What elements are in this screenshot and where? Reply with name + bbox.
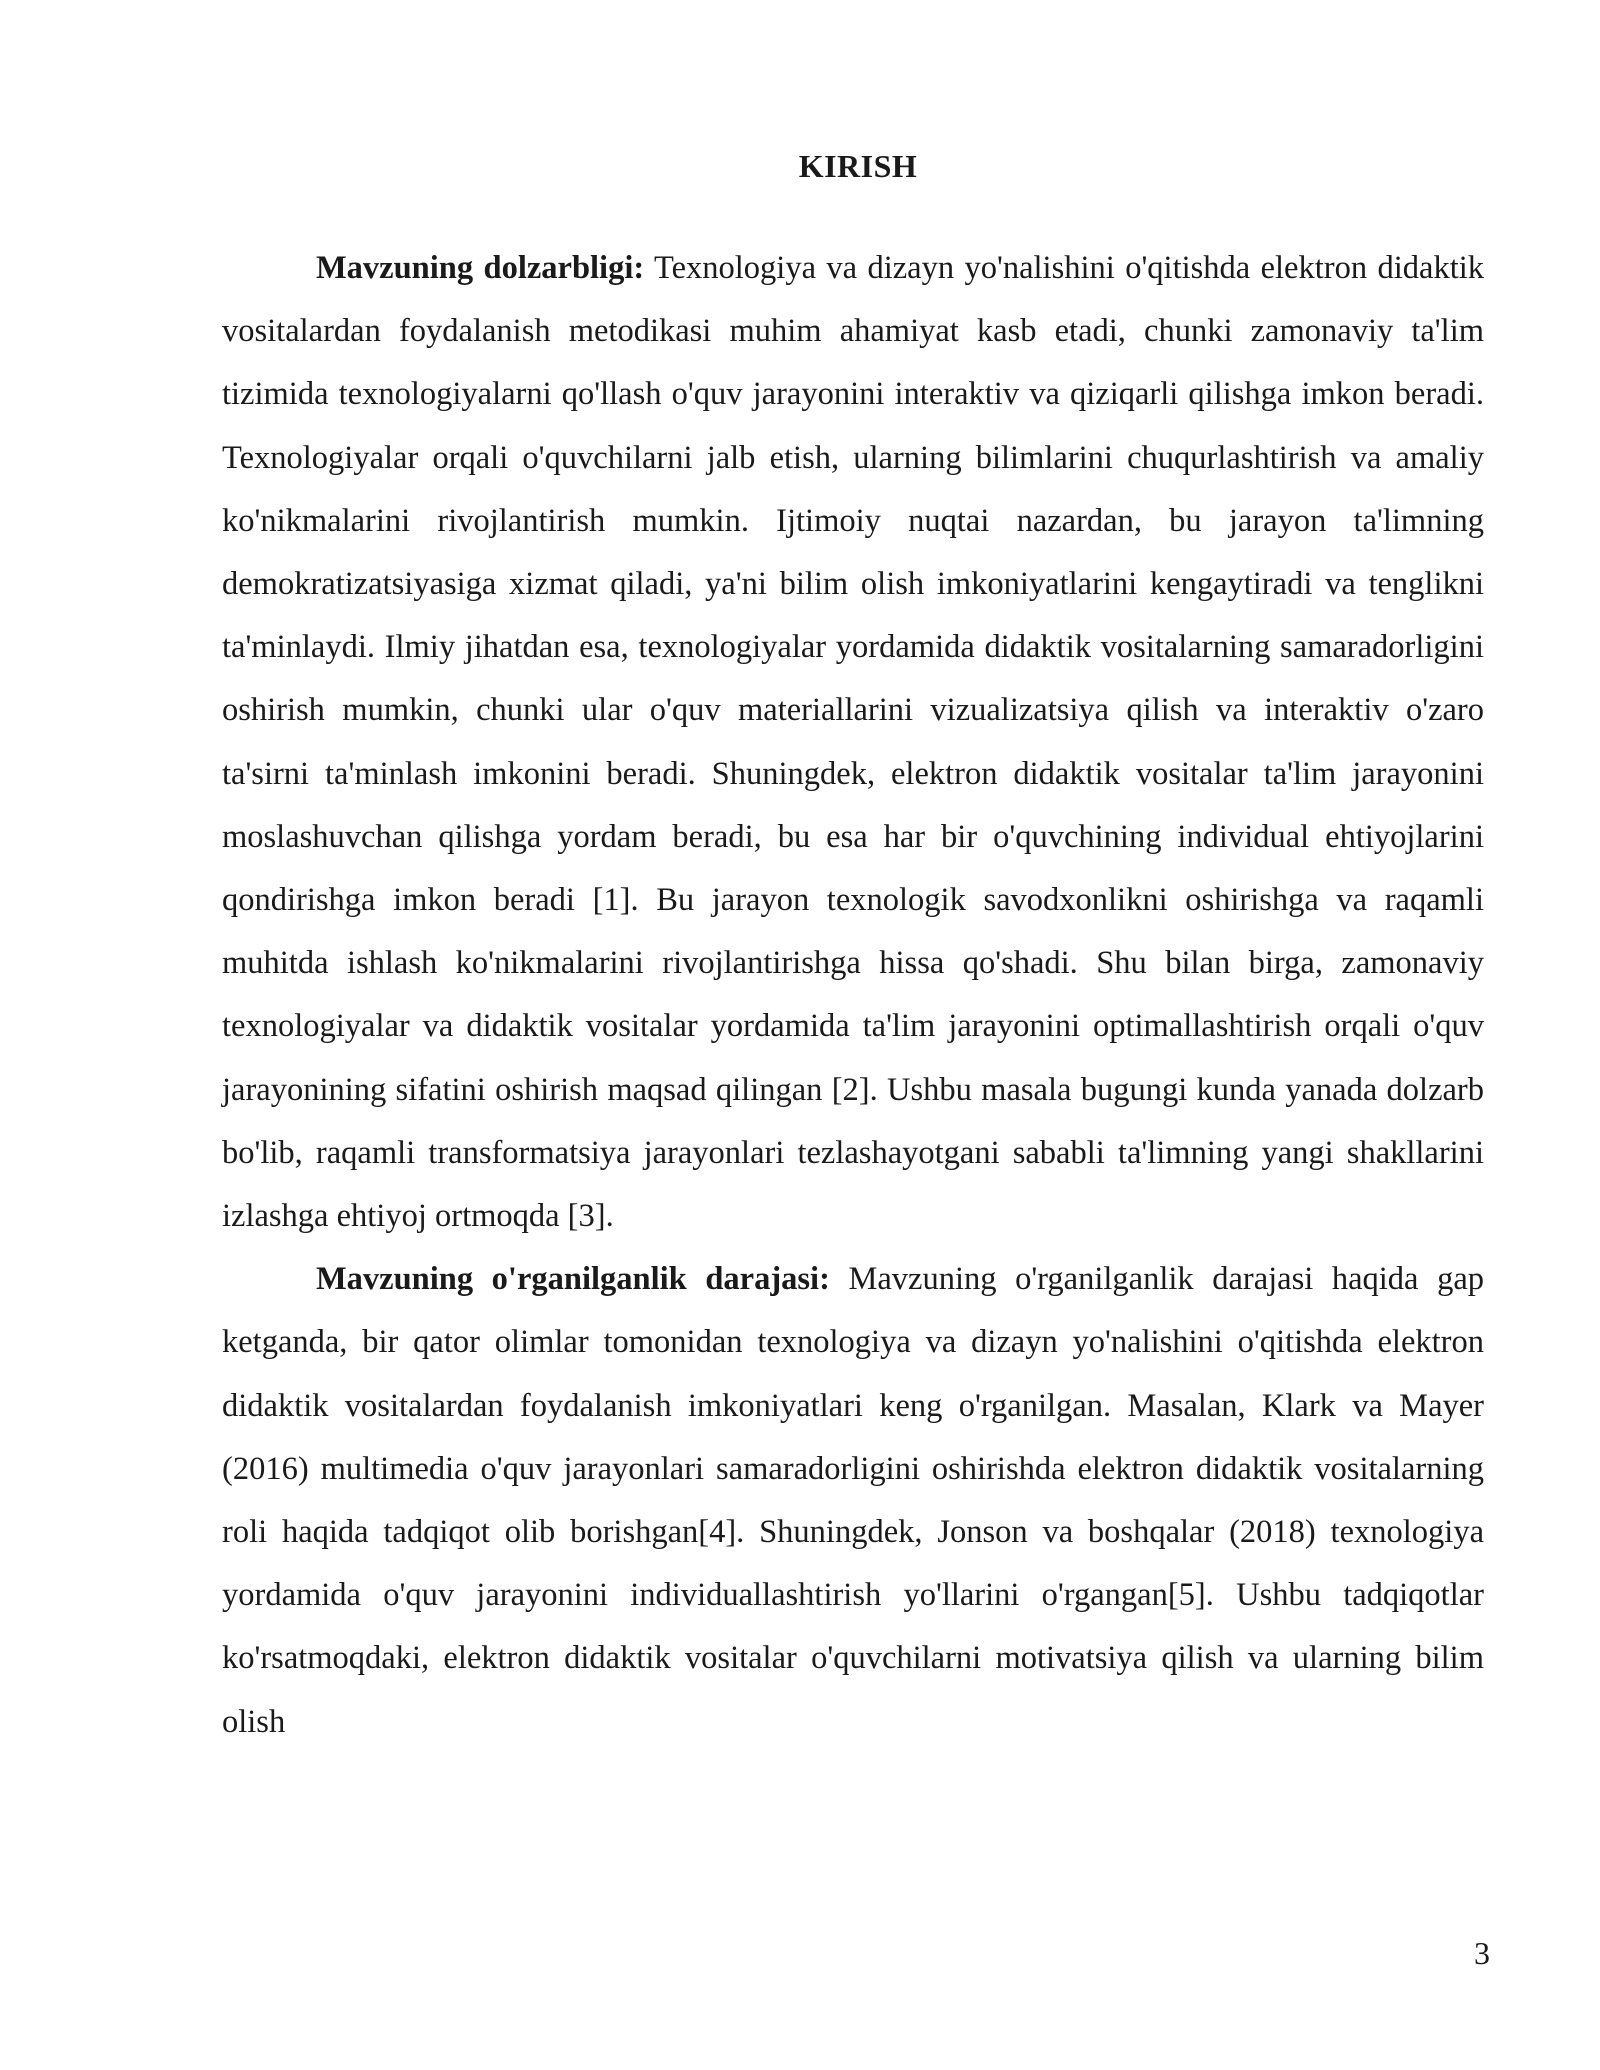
paragraph-lead: Mavzuning dolzarbligi: [316,250,645,286]
paragraph-lead: Mavzuning o'rganilganlik darajasi: [316,1261,830,1298]
paragraph-text: Mavzuning o'rganilganlik darajasi haqida gap ketganda, bir qator olimlar tomonidan texnologiya va dizayn yo'nalishini o'qitishda elektron didaktik vositalardan foydalanish imkoniyatlari keng o'rganilgan. Masalan, Klark va Mayer (2016) multimedia o'quv jarayonlari samaradorligini oshirishda elektron didaktik vositalarning roli haqida tadqiqot olib borishgan[4]. Shuningdek, Jonson va boshqalar (2018) texnologiya yordamida o'quv jarayonini individuallashtirish yo'llarini o'rgangan[5]. Ushbu tadqiqotlar ko'rsatmoqdaki, elektron didaktik vositalar o'quvchilarni motivatsiya qilish va ularning bilim olish [222,1261,1484,1740]
page-title: KIRISH [798,148,918,184]
page-number: 3 [1474,1935,1490,1971]
paragraph-relevance [222,237,1484,1248]
paragraph-text: Texnologiya va dizayn yo'nalishini o'qitishda elektron didaktik vositalardan foydalanish metodikasi muhim ahamiyat kasb etadi, chunki zamonaviy ta'lim tizimida texnologiyalarni qo'llash o'quv jarayonini interaktiv va qiziqarli qilishga imkon beradi. Texnologiyalar orqali o'quvchilarni jalb etish, ularning bilimlarini chuqurlashtirish va amaliy ko'nikmalarini rivojlantirish mumkin. Ijtimoiy nuqtai nazardan, bu jarayon ta'limning demokratizatsiyasiga xizmat qiladi, ya'ni bilim olish imkoniyatlarini kengaytiradi va tenglikni ta'minlaydi. Ilmiy jihatdan esa, texnologiyalar yordamida didaktik vositalarning samaradorligini oshirish mumkin, chunki ular o'quv materiallarini vizualizatsiya qilish va interaktiv o'zaro ta'sirni ta'minlash imkonini beradi. Shuningdek, elektron didaktik vositalar ta'lim jarayonini moslashuvchan qilishga yordam beradi, bu esa har bir o'quvchining individual ehtiyojlarini qondirishga imkon beradi [1]. Bu jarayon texnologik savodxonlikni oshirishga va raqamli muhitda ishlash ko'nikmalarini rivojlantirishga hissa qo'shadi. Shu bilan birga, zamonaviy texnologiyalar va didaktik vositalar yordamida ta'lim jarayonini optimallashtirish orqali o'quv jarayonining sifatini oshirish maqsad qilingan [2]. Ushbu masala bugungi kunda yanada dolzarb bo'lib, raqamli transformatsiya jarayonlari tezlashayotgani sababli ta'limning yangi shakllarini izlashga ehtiyoj ortmoqda [3]. [222,250,1484,1235]
paragraph-study-level [222,1248,1484,1754]
document-body [222,237,1484,1754]
